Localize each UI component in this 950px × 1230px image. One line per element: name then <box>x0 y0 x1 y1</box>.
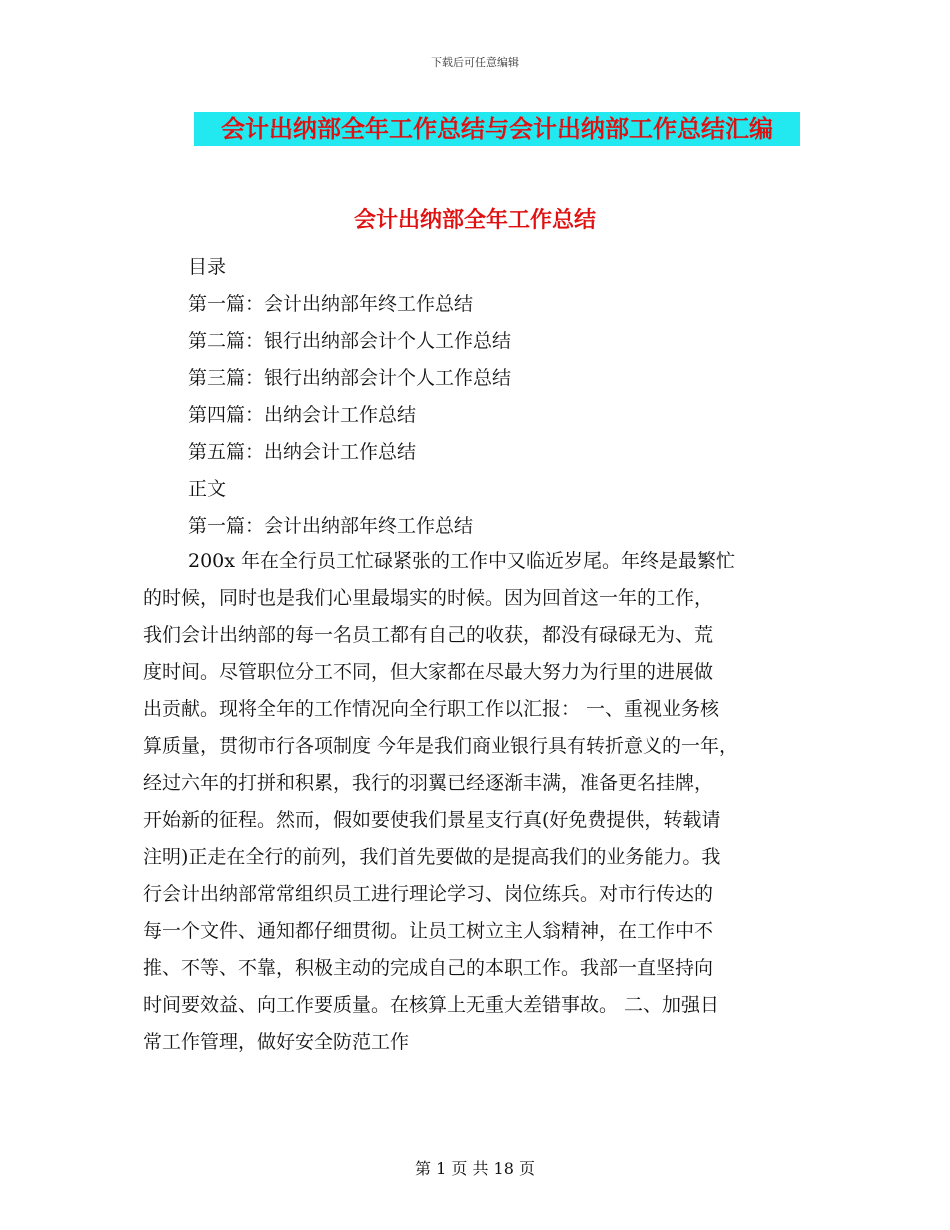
toc-item: 第三篇：银行出纳部会计个人工作总结 <box>188 367 512 389</box>
sub-title: 会计出纳部全年工作总结 <box>353 208 596 233</box>
main-title-highlight <box>194 112 800 146</box>
body-line: 的时候，同时也是我们心里最塌实的时候。因为回首这一年的工作， <box>143 587 714 609</box>
toc-item: 第五篇：出纳会计工作总结 <box>188 441 417 463</box>
body-line: 200x 年在全行员工忙碌紧张的工作中又临近岁尾。年终是最繁忙 <box>188 550 736 572</box>
body-line: 算质量，贯彻市行各项制度 今年是我们商业银行具有转折意义的一年， <box>143 735 739 757</box>
toc-heading: 目录 <box>188 256 227 278</box>
body-line: 推、不等、不靠，积极主动的完成自己的本职工作。我部一直坚持向 <box>143 957 714 979</box>
body-line: 经过六年的打拼和积累，我行的羽翼已经逐渐丰满，准备更名挂牌， <box>143 772 714 794</box>
main-title: 会计出纳部全年工作总结与会计出纳部工作总结汇编 <box>221 115 773 143</box>
body-line: 出贡献。现将全年的工作情况向全行职工作以汇报： 一、重视业务核 <box>143 698 720 720</box>
header-note: 下载后可任意编辑 <box>431 56 519 69</box>
page-footer: 第 1 页 共 18 页 <box>415 1159 535 1178</box>
toc-item: 第四篇：出纳会计工作总结 <box>188 404 417 426</box>
body-line: 度时间。尽管职位分工不同，但大家都在尽最大努力为行里的进展做 <box>143 661 714 683</box>
body-line: 每一个文件、通知都仔细贯彻。让员工树立主人翁精神，在工作中不 <box>143 920 714 942</box>
body-line: 行会计出纳部常常组织员工进行理论学习、岗位练兵。对市行传达的 <box>143 883 714 905</box>
toc-item: 第二篇：银行出纳部会计个人工作总结 <box>188 330 512 352</box>
body-line: 时间要效益、向工作要质量。在核算上无重大差错事故。 二、加强日 <box>143 994 720 1016</box>
body-line: 开始新的征程。然而，假如要使我们景星支行真(好免费提供，转载请 <box>143 809 721 831</box>
body-line: 注明)正走在全行的前列，我们首先要做的是提高我们的业务能力。我 <box>143 846 721 868</box>
toc-item: 第一篇：会计出纳部年终工作总结 <box>188 293 474 315</box>
body-paragraph <box>143 543 811 1061</box>
table-of-contents <box>188 249 511 545</box>
body-line: 我们会计出纳部的每一名员工都有自己的收获，都没有碌碌无为、荒 <box>143 624 714 646</box>
body-heading: 正文 <box>188 478 227 500</box>
first-section-title: 第一篇：会计出纳部年终工作总结 <box>188 515 474 537</box>
body-line: 常工作管理，做好安全防范工作 <box>143 1031 410 1053</box>
